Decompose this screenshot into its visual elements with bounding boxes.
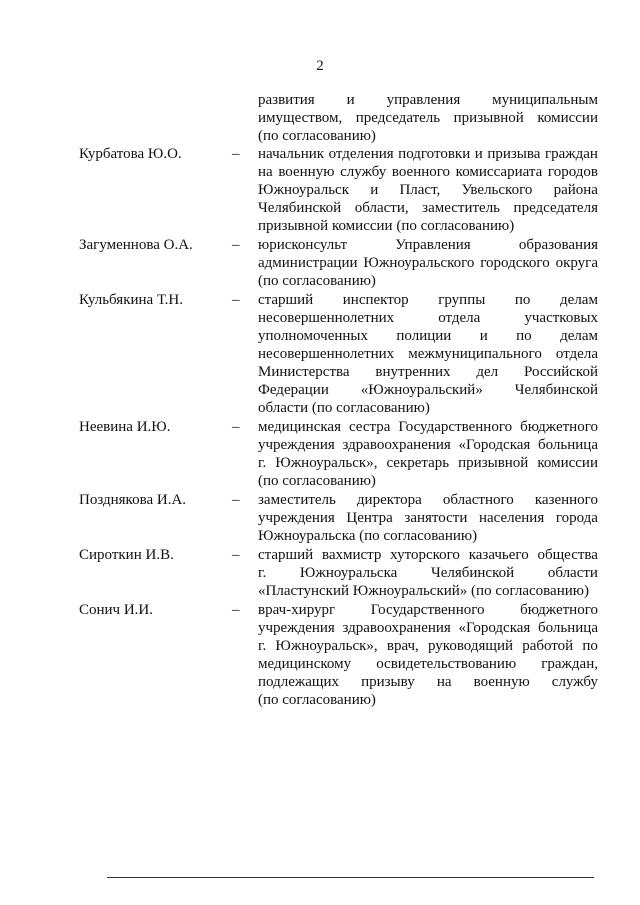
member-entry xyxy=(0,546,640,600)
word: медицинскому xyxy=(258,656,352,672)
member-name: Курбатова Ю.О. xyxy=(79,146,182,162)
page-number: 2 xyxy=(316,58,324,74)
word: уполномоченных xyxy=(258,328,368,344)
word: внутренних xyxy=(375,364,451,380)
word: Южноуральского xyxy=(363,255,475,271)
word: межмуниципального xyxy=(408,346,542,362)
footer-divider xyxy=(107,877,594,878)
word: старший xyxy=(258,547,314,563)
description-line xyxy=(258,327,598,345)
description-line: (по согласованию) xyxy=(258,128,376,144)
word: освидетельствованию xyxy=(376,656,517,672)
word: заместитель xyxy=(258,492,336,508)
word: отдела xyxy=(555,346,598,362)
word: дел xyxy=(476,364,499,380)
word: Министерства xyxy=(258,364,350,380)
word: председатель xyxy=(355,110,441,126)
word: городов xyxy=(547,164,598,180)
member-entry xyxy=(0,145,640,235)
member-name: Загуменнова О.А. xyxy=(79,237,193,253)
word: врач, xyxy=(386,638,419,654)
word: учреждения xyxy=(258,510,335,526)
word: комиссии xyxy=(537,110,598,126)
word: по xyxy=(582,638,598,654)
description-line xyxy=(258,546,598,564)
description-line: Южноуральска (по согласованию) xyxy=(258,528,478,544)
description-line: призывной комиссии (по согласованию) xyxy=(258,218,515,234)
word: Челябинской xyxy=(258,200,342,216)
word: развития xyxy=(258,92,315,108)
word: подлежащих xyxy=(258,674,339,690)
word: города xyxy=(555,510,598,526)
word: призывной xyxy=(453,110,524,126)
member-entry xyxy=(0,491,640,545)
word: Государственного xyxy=(398,419,513,435)
word: и xyxy=(474,146,483,162)
word: хуторского xyxy=(390,547,460,563)
word: Центра xyxy=(346,510,393,526)
word: комиссариата xyxy=(455,164,543,180)
word: образования xyxy=(518,237,598,253)
description-line xyxy=(258,109,598,127)
word: службу xyxy=(551,674,598,690)
description-line xyxy=(258,564,598,582)
word: работой xyxy=(522,638,574,654)
word: директора xyxy=(356,492,422,508)
member-description xyxy=(258,601,598,709)
word: Государственного xyxy=(370,602,485,618)
word: бюджетного xyxy=(520,419,598,435)
description-line xyxy=(258,491,598,509)
word: призыву xyxy=(361,674,415,690)
word: несовершеннолетних xyxy=(258,310,395,326)
word: комиссии xyxy=(537,455,598,471)
word: населения xyxy=(478,510,545,526)
word: полиции xyxy=(396,328,452,344)
dash-separator: – xyxy=(232,292,240,308)
word: инспектор xyxy=(342,292,409,308)
word: по xyxy=(514,292,531,308)
word: занятости xyxy=(404,510,468,526)
description-line xyxy=(258,163,598,181)
member-name: Неевина И.Ю. xyxy=(79,419,171,435)
word: группы xyxy=(438,292,486,308)
word: руководящий xyxy=(428,638,514,654)
dash-separator: – xyxy=(232,237,240,253)
word: службу xyxy=(340,164,387,180)
member-description xyxy=(258,291,598,417)
word: г. xyxy=(258,638,267,654)
word: граждан xyxy=(544,146,598,162)
word: на xyxy=(258,164,273,180)
word: Южноуральска xyxy=(299,565,398,581)
word: бюджетного xyxy=(520,602,598,618)
member-entry xyxy=(0,236,640,290)
member-list xyxy=(0,91,640,710)
member-entry xyxy=(0,291,640,417)
dash-separator: – xyxy=(232,419,240,435)
word: района xyxy=(553,182,598,198)
description-line xyxy=(258,199,598,217)
word: учреждения xyxy=(258,620,335,636)
dash-separator: – xyxy=(232,547,240,563)
dash-separator: – xyxy=(232,146,240,162)
word: секретарь xyxy=(386,455,450,471)
word: и xyxy=(370,182,379,198)
member-name: Сироткин И.В. xyxy=(79,547,174,563)
word: городского xyxy=(480,255,550,271)
word: управления xyxy=(386,92,461,108)
description-line xyxy=(258,145,598,163)
word: Управления xyxy=(395,237,471,253)
word: военного xyxy=(391,164,451,180)
word: Южноуральск», xyxy=(275,638,378,654)
word: военную xyxy=(473,674,530,690)
word: начальник xyxy=(258,146,325,162)
word: г. xyxy=(258,565,267,581)
member-entry xyxy=(0,418,640,490)
description-line xyxy=(258,291,598,309)
word: здравоохранения xyxy=(342,437,451,453)
word: Южноуральск», xyxy=(275,455,378,471)
word: Челябинской xyxy=(430,565,515,581)
word: учреждения xyxy=(258,437,335,453)
word: Южноуральск xyxy=(258,182,349,198)
description-line xyxy=(258,655,598,673)
word: председателя xyxy=(513,200,598,216)
member-description xyxy=(258,546,598,600)
word: и xyxy=(479,328,488,344)
description-line xyxy=(258,309,598,327)
word: заместитель xyxy=(422,200,501,216)
word: старший xyxy=(258,292,314,308)
word: здравоохранения xyxy=(342,620,451,636)
description-line xyxy=(258,91,598,109)
word: больница xyxy=(537,437,598,453)
description-line xyxy=(258,363,598,381)
word: области, xyxy=(354,200,409,216)
word: отделения xyxy=(328,146,394,162)
word: администрации xyxy=(258,255,358,271)
word: общества xyxy=(537,547,598,563)
member-name: Кульбякина Т.Н. xyxy=(79,292,183,308)
description-line: (по согласованию) xyxy=(258,473,376,489)
word: муниципальным xyxy=(492,92,598,108)
description-line xyxy=(258,601,598,619)
word: Российской xyxy=(524,364,598,380)
description-line xyxy=(258,418,598,436)
word: участковых xyxy=(524,310,598,326)
word: призывной xyxy=(458,455,529,471)
word: призыва xyxy=(487,146,541,162)
word: Пласт, xyxy=(399,182,441,198)
word: областного xyxy=(442,492,514,508)
description-line xyxy=(258,181,598,199)
dash-separator: – xyxy=(232,602,240,618)
word: сестра xyxy=(348,419,391,435)
member-description xyxy=(258,236,598,290)
description-line xyxy=(258,436,598,454)
member-name: Позднякова И.А. xyxy=(79,492,187,508)
description-line: (по согласованию) xyxy=(258,692,376,708)
member-entry xyxy=(0,601,640,709)
description-line xyxy=(258,381,598,399)
word: граждан, xyxy=(541,656,598,672)
description-line xyxy=(258,619,598,637)
word: делам xyxy=(560,292,598,308)
description-line xyxy=(258,637,598,655)
word: медицинская xyxy=(258,419,341,435)
description-line: (по согласованию) xyxy=(258,273,376,289)
word: юрисконсульт xyxy=(258,237,348,253)
member-description xyxy=(258,491,598,545)
word: имуществом, xyxy=(258,110,343,126)
description-line xyxy=(258,673,598,691)
word: казенного xyxy=(534,492,598,508)
word: «Южноуральский» xyxy=(360,382,483,398)
description-line xyxy=(258,509,598,527)
description-line xyxy=(258,254,598,272)
word: военную xyxy=(278,164,335,180)
word: по xyxy=(516,328,532,344)
word: делам xyxy=(560,328,598,344)
word: «Городская xyxy=(458,437,531,453)
word: и xyxy=(346,92,355,108)
word: несовершеннолетних xyxy=(258,346,395,362)
word: на xyxy=(436,674,452,690)
description-line: «Пластунский Южноуральский» (по согласованию) xyxy=(258,583,589,599)
dash-separator: – xyxy=(232,492,240,508)
word: «Городская xyxy=(458,620,531,636)
word: казачьего xyxy=(468,547,529,563)
word: области xyxy=(547,565,598,581)
word: Челябинской xyxy=(514,382,598,398)
word: отдела xyxy=(438,310,481,326)
member-description xyxy=(258,91,598,145)
description-line: области (по согласованию) xyxy=(258,400,430,416)
word: округа xyxy=(555,255,598,271)
word: г. xyxy=(258,455,267,471)
description-line xyxy=(258,454,598,472)
word: больница xyxy=(537,620,598,636)
member-name: Сонич И.И. xyxy=(79,602,154,618)
description-line xyxy=(258,236,598,254)
word: подготовки xyxy=(398,146,471,162)
word: Федерации xyxy=(258,382,329,398)
word: Увельского xyxy=(461,182,533,198)
description-line xyxy=(258,345,598,363)
member-description xyxy=(258,145,598,235)
word: вахмистр xyxy=(321,547,382,563)
member-description xyxy=(258,418,598,490)
word: врач-хирург xyxy=(258,602,336,618)
member-entry xyxy=(0,91,640,145)
